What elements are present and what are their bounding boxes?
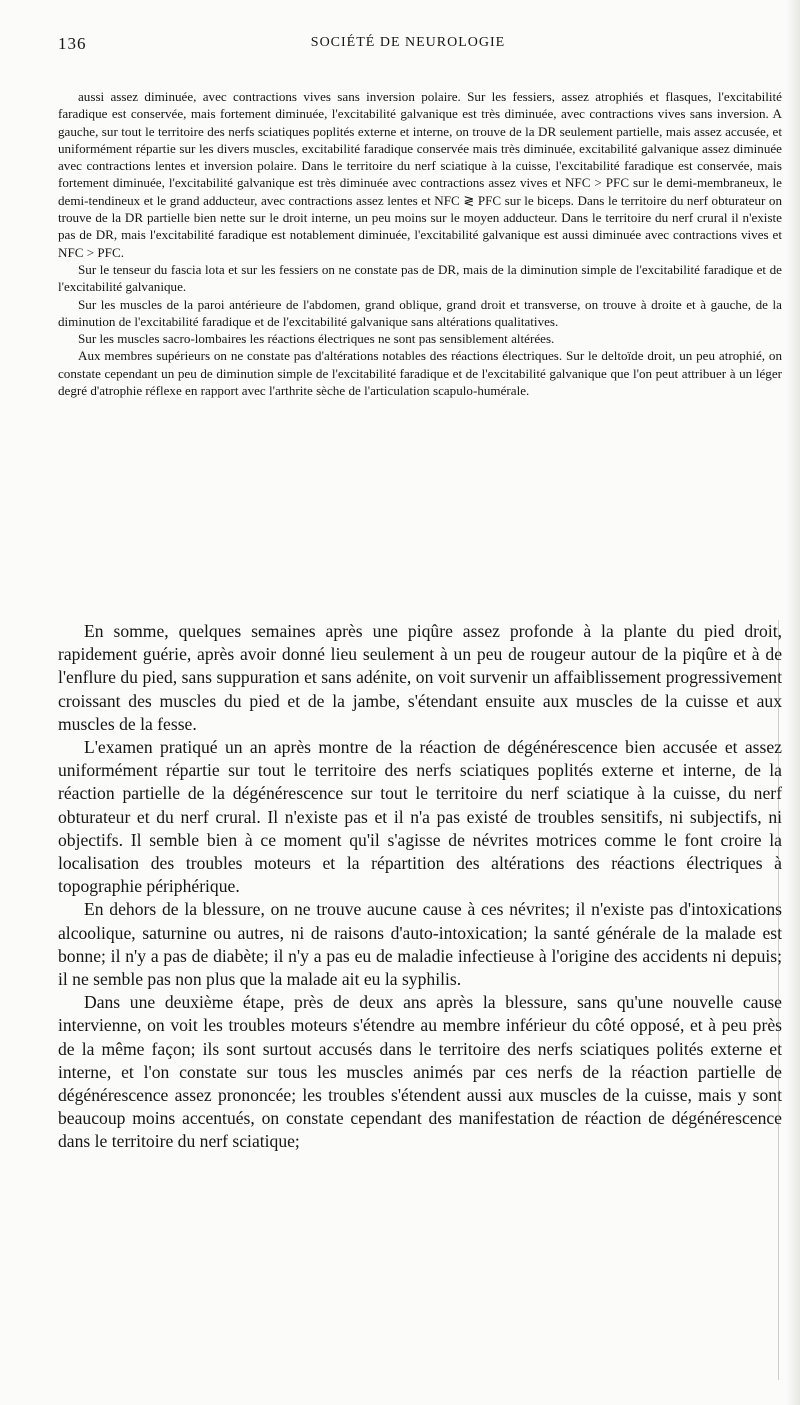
page-number: 136 xyxy=(58,34,87,53)
page-edge-line xyxy=(778,620,779,1380)
small-paragraph-5: Aux membres supérieurs on ne constate pas d'altérations notables des réactions électriques. Sur le deltoïde droit, un peu atrophié, on constate cependant un peu de diminution simple de l'excitabilité faradique et de l'excitabilité galvanique que l'on peut attribuer à un léger degré d'atrophie réflexe en rapport avec l'arthrite sèche de l'articulation scapulo-humérale. xyxy=(58,348,782,399)
small-paragraph-3: Sur les muscles de la paroi antérieure de l'abdomen, grand oblique, grand droit et transverse, on trouve à droite et à gauche, de la diminution de l'excitabilité faradique et de l'excitabilité galvanique sans altérations qualitatives. xyxy=(58,296,782,329)
body-paragraph-1: En somme, quelques semaines après une piqûre assez profonde à la plante du pied droit, rapidement guérie, après avoir donné lieu seulement à un peu de rougeur autour de la piqûre et à de l'enflure du pied, sans suppuration et sans adénite, on voit survenir un affaiblissement progressivement croissant des muscles du pied et de la jambe, s'étendant ensuite aux muscles de la cuisse et aux muscles de la fesse. xyxy=(58,621,782,734)
body-paragraph-2: L'examen pratiqué un an après montre de la réaction de dégénérescence bien accusée et assez uniformément répartie sur tout le territoire des nerfs sciatiques poplités externe et interne, de la réaction partielle de la dégénérescence sur tout le territoire du nerf sciatique à la cuisse, du nerf obturateur et du nerf crural. Il n'existe pas et il n'a pas existé de troubles sensitifs, ni subjectifs, ni objectifs. Il semble bien à ce moment qu'il s'agisse de névrites motrices comme le font croire la localisation des troubles moteurs et la répartition des altérations des réactions électriques à topographie périphérique. xyxy=(58,737,782,897)
small-paragraph-4: Sur les muscles sacro-lombaires les réactions électriques ne sont pas sensiblement altérées. xyxy=(78,331,555,347)
page-edge-shadow xyxy=(786,0,800,1405)
small-paragraph-1: aussi assez diminuée, avec contractions vives sans inversion polaire. Sur les fessiers, assez atrophiés et flasques, l'excitabilité faradique est conservée, mais fortement diminuée, l'excitabilité galvanique est très diminuée, avec contractions vives sans inversion. A gauche, sur tout le territoire des nerfs sciatiques poplités externe et interne, on trouve de la DR seulement partielle, mais assez accusée, et uniformément répartie sur les divers muscles, excitabilité faradique conservée mais très diminuée, excitabilité galvanique assez diminuée avec contractions lentes et inversion polaire. Dans le territoire du nerf sciatique à la cuisse, l'excitabilité faradique est conservée, mais fortement diminuée, l'excitabilité galvanique est très diminuée avec contractions assez vives et NFC > PFC sur le demi-membraneux, le demi-tendineux et le grand adducteur, avec contractions assez lentes et NFC ≷ PFC sur le biceps. Dans le territoire du nerf obturateur on trouve de la DR partielle bien nette sur le droit interne, un peu moins sur le moyen adducteur. Dans le territoire du nerf crural il n'existe pas de DR, mais l'excitabilité faradique est notablement diminuée, l'excitabilité galvanique est aussi diminuée avec contractions vives et NFC > PFC. xyxy=(58,89,782,260)
body-paragraph-4: Dans une deuxième étape, près de deux ans après la blessure, sans qu'une nouvelle cause intervienne, on voit les troubles moteurs s'étendre au membre inférieur du côté opposé, et à peu près de la même façon; ils sont surtout accusés dans le territoire des nerfs sciatiques polités externe et interne, et l'on constate sur tous les muscles animés par ces nerfs de la réaction partielle de dégénérescence assez prononcée; les troubles s'étendent aussi aux muscles de la cuisse, mais y sont beaucoup moins accentués, on constate cependant des manifestation de réaction de dégénérescence dans le territoire du nerf sciatique; xyxy=(58,992,782,1152)
case-report-small-print xyxy=(58,88,782,399)
small-paragraph-2: Sur le tenseur du fascia lota et sur les fessiers on ne constate pas de DR, mais de la diminution simple de l'excitabilité faradique et de l'excitabilité galvanique. xyxy=(58,261,782,295)
body-paragraph-3: En dehors de la blessure, on ne trouve aucune cause à ces névrites; il n'existe pas d'intoxications alcoolique, saturnine ou autres, ni de raisons d'auto-intoxication; la santé générale de la malade est bonne; il n'y a pas de diabète; il n'y a pas eu de maladie infectieuse à l'origine des accidents ni depuis; il ne semble pas non plus que la malade ait eu la syphilis. xyxy=(58,899,782,990)
page-header xyxy=(58,34,758,58)
main-body-text xyxy=(58,620,782,1154)
running-head: SOCIÉTÉ DE NEUROLOGIE xyxy=(310,35,506,50)
